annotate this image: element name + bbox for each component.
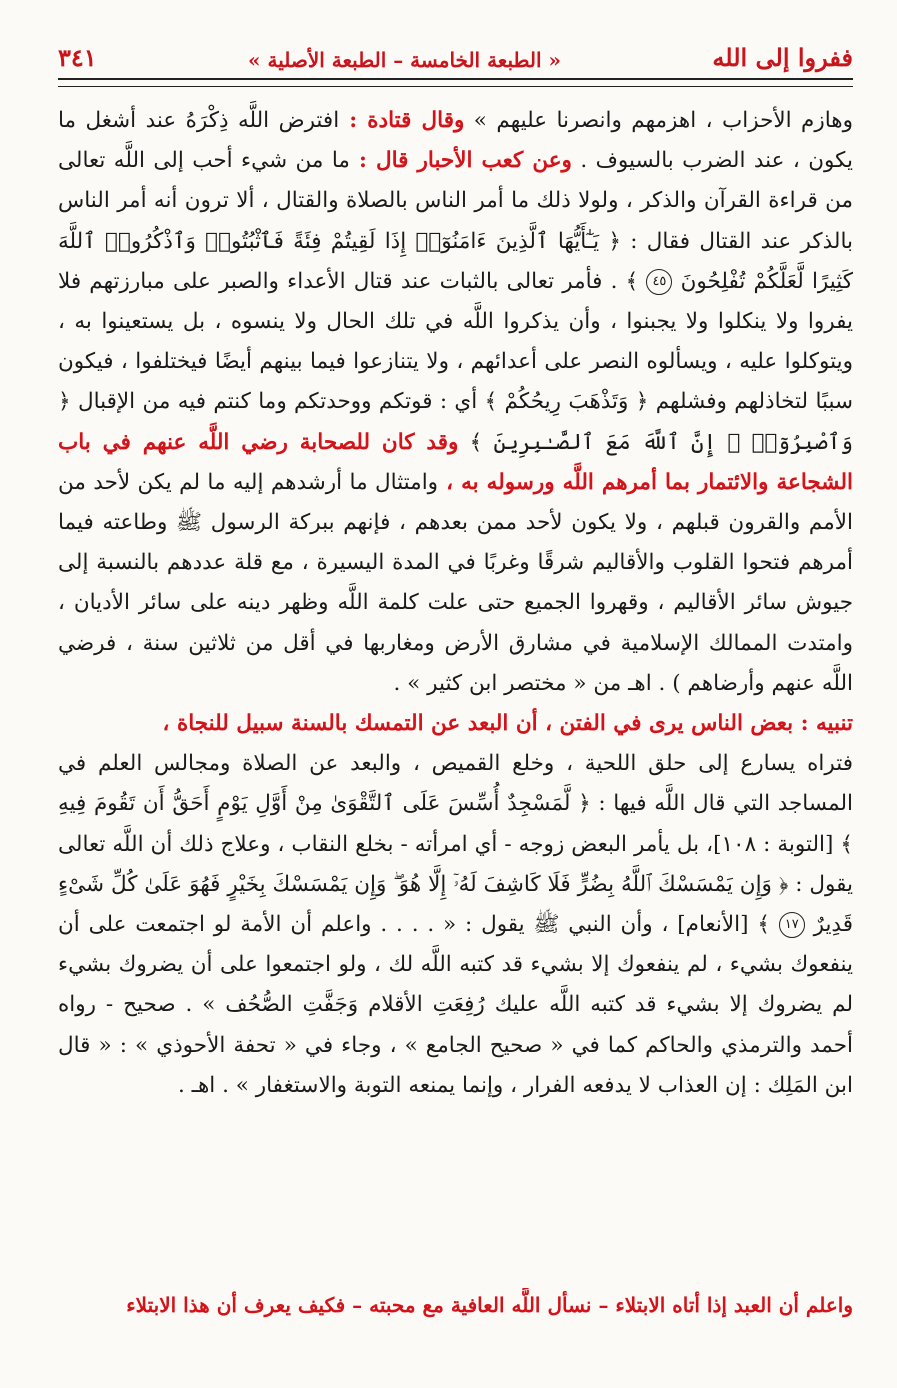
quran-verse: ﴿ يَـٰٓأَيُّهَا ٱلَّذِينَ ءَامَنُوٓا۟ إِذَا لَقِيتُمْ فِئَةً فَٱثْبُتُوا۟ وَٱذْكُرُوا۟ ٱللَّهَ كَثِيرًا لَّعَلَّكُمْ تُفْلِحُونَ [58,228,853,294]
section-heading: تنبيه : بعض الناس يرى في الفتن ، أن البعد عن التمسك بالسنة سبيل للنجاة ، [162,711,853,737]
quran-verse: ﴿ وَٱصْبِرُوٓا۟ ۚ إِنَّ ٱللَّهَ مَعَ ٱلصَّـٰبِرِينَ ﴾ [58,389,853,455]
ayah-number-mark: ١٧ [779,912,805,938]
paragraph-2 [58,744,853,1106]
text-run: [الأنعام] ، وأن النبي ﷺ يقول : « . . . . واعلم أن الأمة لو اجتمعت على أن ينفعوك بشيء ، لم ينفعوك إلا بشيء قد كتبه اللَّه لك ، ولو اجتمعوا على أن يضروك بشيء لم يضروك إلا بشيء قد كتبه اللَّه عليك رُفِعَتِ الأقلام وَجَفَّتِ الصُّحُف » . صحيح - رواه أحمد والترمذي والحاكم كما في « صحيح الجامع » ، وجاء في « تحفة الأحوذي » : « قال ابن المَلِك : إن العذاب لا يدفعه الفرار ، وإنما يمنعه التوبة والاستغفار » . اهـ . [58,912,853,1098]
quran-bracket: ﴾ [617,268,647,294]
text-run: افترض اللَّه ذِكْرَهُ عند أشغل ما يكون ، عند الضرب بالسيوف . [58,108,853,174]
text-run: وامتثال ما أرشدهم إليه ما لم يكن لأحد من الأمم والقرون قبلهم ، ولا يكون لأحد ممن بعدهم ، فإنهم ببركة الرسول ﷺ وطاعته فيما أمرهم فتحوا القلوب والأقاليم شرقًا وغربًا في المدة اليسيرة ، مع قلة عددهم بالنسبة إلى جيوش سائر الأقاليم ، وقهروا الجميع حتى علت كلمة اللَّه وظهر دينه على سائر الأديان ، وامتدت الممالك الإسلامية في مشارق الأرض ومغاربها في أقل من ثلاثين سنة ، فرضي اللَّه عنهم وأرضاهم ) . اهـ من « مختصر ابن كثير » . [58,469,853,696]
highlight-kaab: وعن كعب الأحبار قال : [349,148,572,174]
book-title: ففروا إلى الله [712,43,853,72]
edition-label: « الطبعة الخامسة – الطبعة الأصلية » [248,48,562,72]
header-rule-thin [58,86,853,87]
text-run: [التوبة : ١٠٨]، بل يأمر البعض زوجه - أي امرأته - بخلع النقاب ، وعلاج ذلك أن اللَّه تعالى يقول : [58,831,853,897]
page-header [58,28,853,78]
highlight-qatada: وقال قتادة : [339,108,465,133]
text-run: وهازم الأحزاب ، اهزمهم وانصرنا عليهم » [464,108,854,133]
page-number: ٣٤١ [58,43,97,72]
quran-verse: ﴿ وَإِن يَمْسَسْكَ ٱللَّهُ بِضُرٍّ فَلَا كَاشِفَ لَهُۥٓ إِلَّا هُوَ ۖ وَإِن يَمْسَسْكَ بِخَيْرٍ فَهُوَ عَلَىٰ كُلِّ شَىْءٍ قَدِيرٌ [58,871,853,938]
ayah-number-mark: ٤٥ [646,269,672,295]
text-run: أي : قوتكم ووحدتكم وما كنتم فيه من الإقبال [70,389,478,415]
quran-bracket: ﴾ [748,912,779,938]
text-run: ما من شيء أحب إلى اللَّه تعالى من قراءة القرآن والذكر ، ولولا ذلك ما أمر الناس بالصلاة والقتال ، ألا ترون أنه أمر الناس بالذكر عند القتال فقال : [58,148,853,254]
text-run: . فأمر تعالى بالثبات عند قتال الأعداء والصبر على مبارزتهم فلا يفروا ولا ينكلوا ولا يجبنوا ، وأن يذكروا اللَّه في تلك الحال ولا ينسوه ، بل يستعينوا به ، ويتوكلوا عليه ، ويسألوه النصر على أعدائهم ، ولا يتنازعوا فيما بينهم أيضًا فيختلفوا ، فيكون سببًا لتخاذلهم وفشلهم [58,268,853,415]
quran-verse: ﴿ وَتَذْهَبَ رِيحُكُمْ ﴾ [477,389,649,415]
footer-note: واعلم أن العبد إذا أتاه الابتلاء – نسأل اللَّه العافية مع محبته – فكيف يعرف أن هذا الابتلاء [126,1293,853,1317]
paragraph-1 [58,101,853,704]
highlight-sahaba: وقد كان للصحابة رضي اللَّه عنهم في باب الشجاعة والائتمار بما أمرهم اللَّه ورسوله به ، [58,429,853,495]
text-run: فتراه يسارع إلى حلق اللحية ، وخلع القميص ، والبعد عن الصلاة ومجالس العلم في المساجد التي قال اللَّه فيها : [58,751,853,817]
book-page [58,28,853,1358]
body-text [58,101,853,1106]
quran-verse: ﴿ لَّمَسْجِدٌ أُسِّسَ عَلَى ٱلتَّقْوَىٰ مِنْ أَوَّلِ يَوْمٍ أَحَقُّ أَن تَقُومَ فِيهِ ﴾ [58,791,854,857]
header-rule [58,78,853,80]
